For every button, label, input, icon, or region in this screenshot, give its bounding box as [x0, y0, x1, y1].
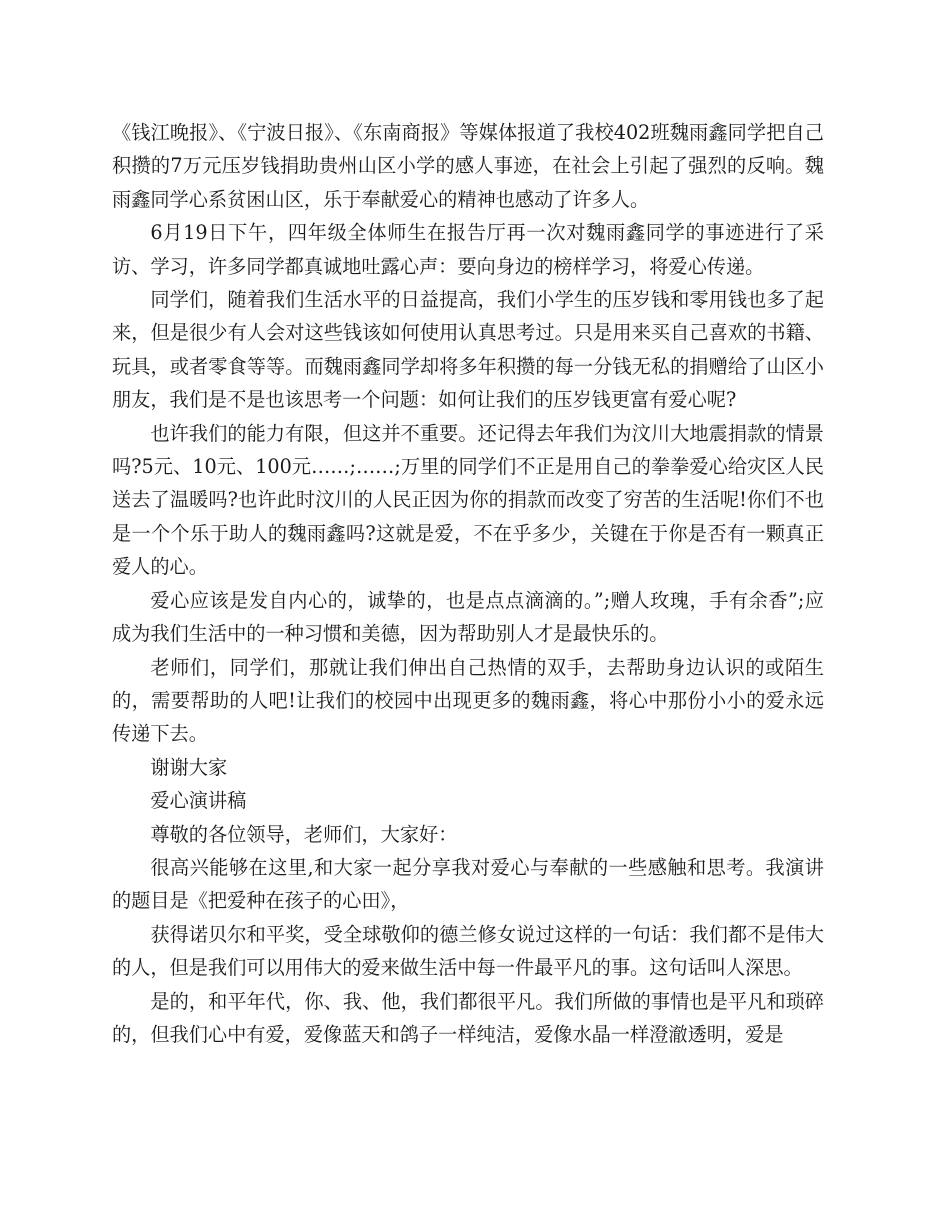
speech-title: 爱心演讲稿 — [150, 789, 247, 813]
paragraph-greeting: 尊敬的各位领导，老师们，大家好： — [150, 822, 458, 846]
paragraph-interview: 6月19日下午，四年级全体师生在报告厅再一次对魏雨鑫同学的事迹进行了采访、学习，许多同学都真诚地吐露心声：要向身边的榜样学习，将爱心传递。 — [112, 221, 824, 278]
paragraph-mother-teresa: 获得诺贝尔和平奖，受全球敬仰的德兰修女说过这样的一句话：我们都不是伟大的人，但是我们可以用伟大的爱来做生活中每一件最平凡的事。这句话叫人深思。 — [112, 922, 824, 980]
paragraph-ordinary-people: 是的，和平年代，你、我、他，我们都很平凡。我们所做的事情也是平凡和琐碎的，但我们心中有爱，爱像蓝天和鸽子一样纯洁，爱像水晶一样澄澈透明，爱是 — [112, 989, 824, 1046]
paragraph-call-to-action: 老师们，同学们，那就让我们伸出自己热情的双手，去帮助身边认识的或陌生的，需要帮助的人吧!让我们的校园中出现更多的魏雨鑫，将心中那份小小的爱永远传递下去。 — [112, 655, 824, 746]
paragraph-wenchuan: 也许我们的能力有限，但这并不重要。还记得去年我们为汶川大地震捐款的情景吗?5元、10元、100元……;……;万里的同学们不正是用自己的拳拳爱心给灾区人民送去了温暖吗?也许此时汶川的人民正因为你的捐款而改变了穷苦的生活呢!你们不也是一个个乐于助人的魏雨鑫吗?这就是爱，不在乎多少，关键在于你是否有一颗真正爱人的心。 — [112, 421, 824, 579]
paragraph-intro: 很高兴能够在这里,和大家一起分享我对爱心与奉献的一些感触和思考。我演讲的题目是《把爱种在孩子的心田》， — [112, 855, 824, 913]
paragraph-thanks: 谢谢大家 — [150, 755, 228, 779]
paragraph-news-report: 《钱江晚报》、《宁波日报》、《东南商报》等媒体报道了我校402班魏雨鑫同学把自己积攒的7万元压岁钱捐助贵州山区小学的感人事迹，在社会上引起了强烈的反响。魏雨鑫同学心系贫困山区，乐于奉献爱心的精神也感动了许多人。 — [112, 121, 824, 211]
paragraph-love-heart: 爱心应该是发自内心的，诚挚的，也是点点滴滴的。”;赠人玫瑰，手有余香”;应成为我们生活中的一种习惯和美德，因为帮助别人才是最快乐的。 — [112, 588, 824, 646]
paragraph-pocket-money: 同学们，随着我们生活水平的日益提高，我们小学生的压岁钱和零用钱也多了起来，但是很少有人会对这些钱该如何使用认真思考过。只是用来买自己喜欢的书籍、玩具，或者零食等等。而魏雨鑫同学却将多年积攒的每一分钱无私的捐赠给了山区小朋友，我们是不是也该思考一个问题：如何让我们的压岁钱更富有爱心呢? — [112, 288, 824, 412]
document-body — [112, 116, 824, 1051]
